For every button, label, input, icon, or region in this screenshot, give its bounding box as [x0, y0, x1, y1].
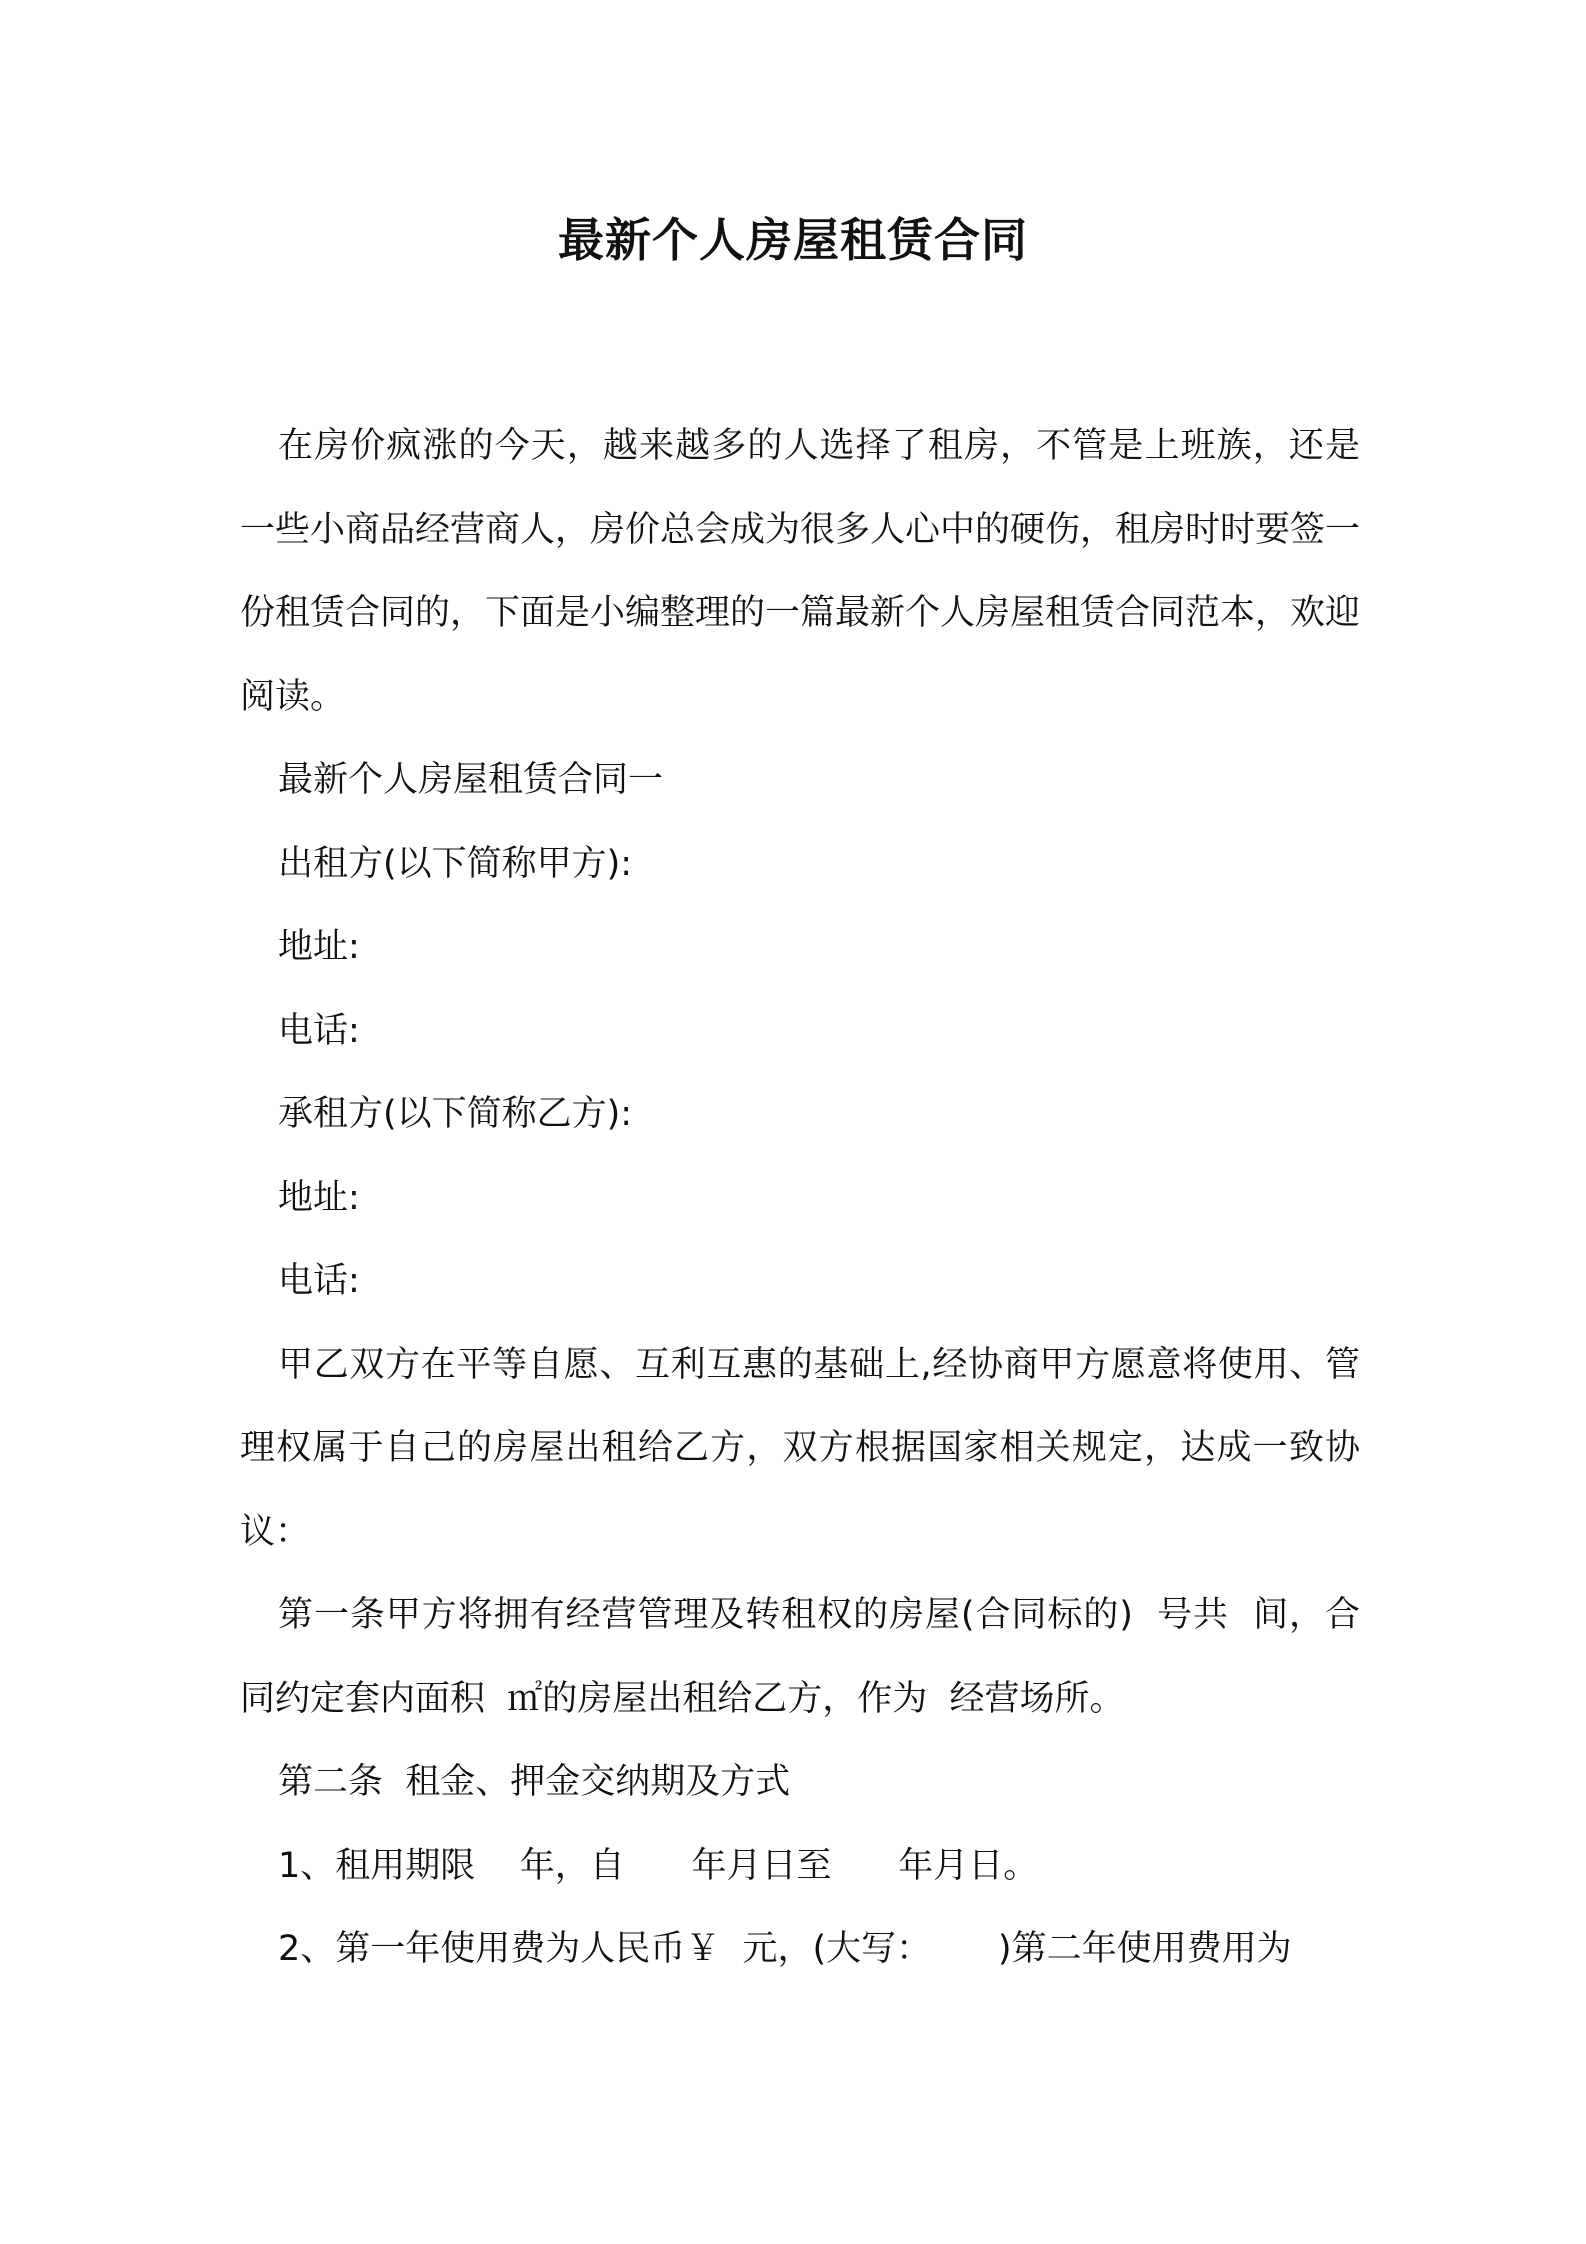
intro-paragraph: 在房价疯涨的今天，越来越多的人选择了租房，不管是上班族，还是一些小商品经营商人，房价总会成为很多人心中的硬伤，租房时时要签一份租赁合同的，下面是小编整理的一篇最新个人房屋租赁合同范本，欢迎阅读。 [240, 426, 1361, 717]
article-two-heading: 第二条 租金、押金交纳期及方式 [278, 1762, 791, 1802]
clause-lease-term: 1、租用期限 年，自 年月日至 年月日。 [278, 1845, 1039, 1886]
document-title: 最新个人房屋租赁合同 [558, 213, 1028, 267]
lessor-phone-label: 电话: [278, 1010, 360, 1051]
clause-first-year-fee: 2、第一年使用费为人民币￥ 元，(大写： )第二年使用费用为 [278, 1929, 1292, 1969]
lessor-label: 出租方(以下简称甲方): [278, 843, 633, 884]
agreement-paragraph: 甲乙双方在平等自愿、互利互惠的基础上,经协商甲方愿意将使用、管理权属于自己的房屋出租给乙方，双方根据国家相关规定，达成一致协议： [240, 1344, 1360, 1552]
lessee-label: 承租方(以下简称乙方): [278, 1094, 633, 1134]
lessor-address-label: 地址: [278, 927, 360, 967]
document-body [240, 405, 1360, 1992]
contract-heading: 最新个人房屋租赁合同一 [278, 760, 664, 800]
lessee-phone-label: 电话: [278, 1261, 360, 1301]
lessee-address-label: 地址: [278, 1177, 360, 1218]
article-one: 第一条甲方将拥有经营管理及转租权的房屋(合同标的) 号共 间，合同约定套内面积 ㎡的房屋出租给乙方，作为 经营场所。 [240, 1595, 1360, 1719]
